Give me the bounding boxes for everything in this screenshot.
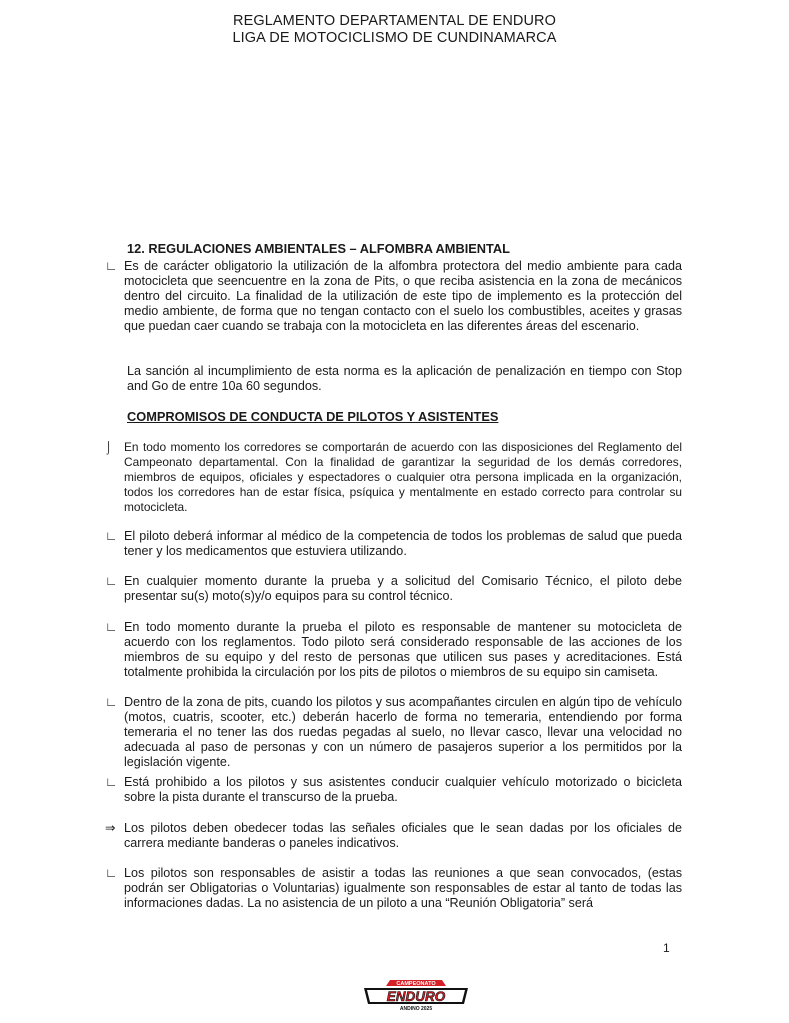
bullet-icon: ∟ [105, 620, 118, 634]
paragraph: En cualquier momento durante la prueba y a solicitud del Comisario Técnico, el piloto debe presentar su(s) moto(s)y/o equipos para su control técnico. [124, 574, 682, 604]
list-item [105, 821, 682, 851]
logo-top-text: CAMPEONATO [396, 981, 436, 987]
paragraph: En todo momento durante la prueba el piloto es responsable de mantener su motocicleta de acuerdo con los reglamentos. Todo piloto será considerado responsable de las acciones de los miembros de su equipo y del resto de personas que utilicen sus pases y acreditaciones. Está totalmente prohibida la circulación por los pits de pilotos o miembros de su equipo sin camiseta. [124, 620, 682, 680]
bullet-icon: ⇒ [105, 821, 116, 835]
bullet-icon: ∟ [105, 529, 118, 543]
list-item [105, 259, 682, 334]
document-header [0, 13, 789, 47]
section-title: 12. REGULACIONES AMBIENTALES – ALFOMBRA AMBIENTAL [127, 241, 510, 256]
paragraph: El piloto deberá informar al médico de la competencia de todos los problemas de salud que pueda tener y los medicamentos que estuviera utilizando. [124, 529, 682, 559]
list-item [105, 574, 682, 604]
bullet-icon: ∟ [105, 866, 118, 880]
paragraph: Dentro de la zona de pits, cuando los pilotos y sus acompañantes circulen en algún tipo de vehículo (motos, cuatris, scooter, etc.) deberán hacerlo de forma no temeraria, entendiendo por forma temeraria el no tener las dos ruedas pegadas al suelo, no llevar casco, llevar una velocidad no adecuada al paso de personas y con un número de pasajeros superior a los permitidos por la legislación vigente. [124, 695, 682, 770]
bullet-icon: ⌡ [105, 440, 113, 454]
enduro-logo [360, 974, 472, 1014]
paragraph: Está prohibido a los pilotos y sus asistentes conducir cualquier vehículo motorizado o bicicleta sobre la pista durante el transcurso de la prueba. [124, 775, 682, 805]
conduct-title: COMPROMISOS DE CONDUCTA DE PILOTOS Y ASISTENTES [127, 409, 499, 424]
paragraph: Los pilotos deben obedecer todas las señales oficiales que le sean dadas por los oficiales de carrera mediante banderas o paneles indicativos. [124, 821, 682, 851]
list-item [105, 440, 682, 515]
list-item [105, 695, 682, 770]
header-title: REGLAMENTO DEPARTAMENTAL DE ENDURO [233, 13, 556, 29]
list-item [105, 775, 682, 805]
logo-bottom-text: ANDINO 2025 [399, 1006, 433, 1012]
paragraph: Es de carácter obligatorio la utilización de la alfombra protectora del medio ambiente para cada motocicleta que seencuentre en la zona de Pits, o que reciba asistencia en la zona de mecánicos dentro del circuito. La finalidad de la utilización de este tipo de implemento es la protección del medio ambiente, de forma que no tengan contacto con el suelo los combustibles, aceites y grasas que puedan caer cuando se trabaja con la motocicleta en las diferentes áreas del escenario. [124, 259, 682, 334]
bullet-icon: ∟ [105, 574, 118, 588]
paragraph: En todo momento los corredores se comportarán de acuerdo con las disposiciones del Reglamento del Campeonato departamental. Con la finalidad de garantizar la seguridad de los demás corredores, miembros de equipos, oficiales y espectadores o cualquier otra persona implicada en la organización, todos los corredores han de estar física, psíquica y mentalmente en estado correcto para controlar su motocicleta. [124, 440, 682, 515]
sanction-paragraph: La sanción al incumplimiento de esta norma es la aplicación de penalización en tiempo con Stop and Go de entre 10a 60 segundos. [127, 364, 682, 394]
logo-main-text: ENDURO [386, 989, 446, 1004]
page-number: 1 [663, 941, 670, 955]
bullet-icon: ∟ [105, 775, 118, 789]
paragraph: Los pilotos son responsables de asistir a todas las reuniones a que sean convocados, (estas podrán ser Obligatorias o Voluntarias) igualmente son responsables de estar al tanto de todas las informaciones dadas. La no asistencia de un piloto a una “Reunión Obligatoria” será [124, 866, 682, 911]
list-item [105, 866, 682, 911]
bullet-icon: ∟ [105, 259, 118, 273]
list-item [105, 529, 682, 559]
bullet-icon: ∟ [105, 695, 118, 709]
header-subtitle: LIGA DE MOTOCICLISMO DE CUNDINAMARCA [232, 30, 557, 46]
list-item [105, 620, 682, 680]
